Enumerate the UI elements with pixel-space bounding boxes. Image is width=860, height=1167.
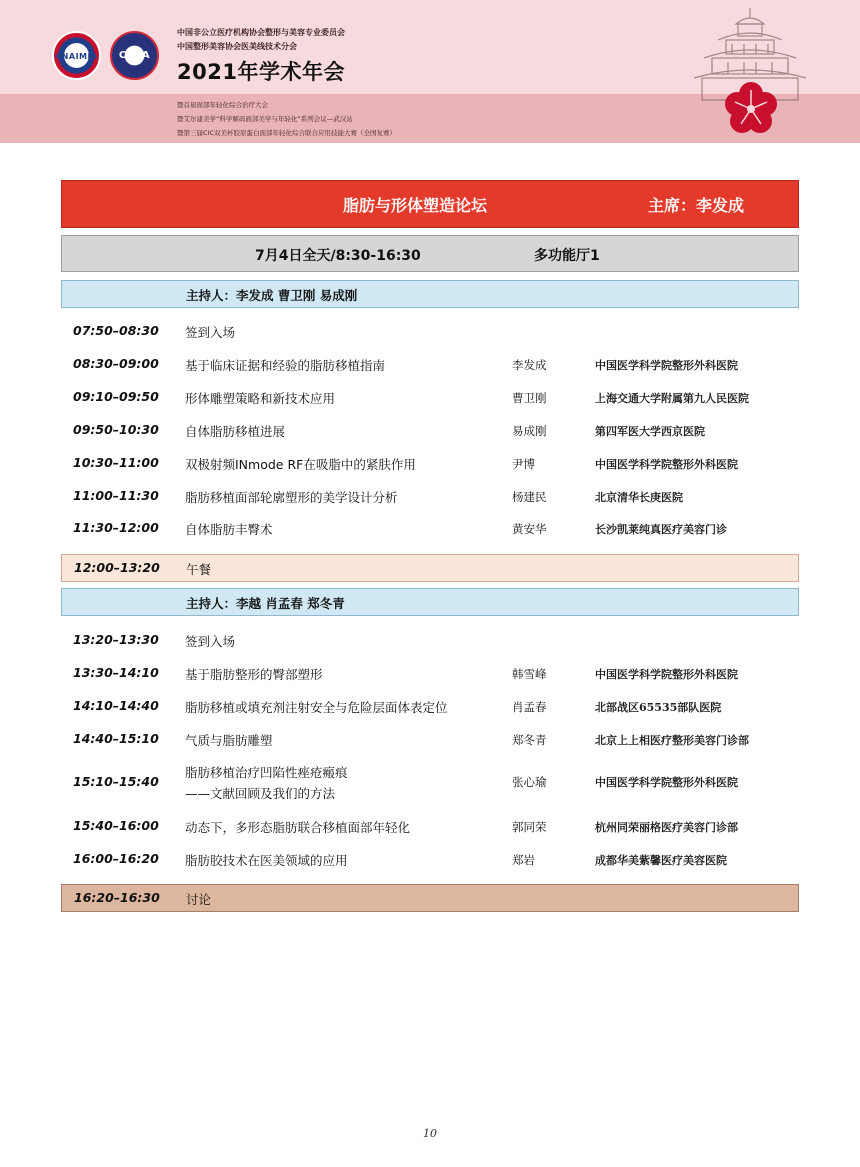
- schedule-row: [61, 815, 799, 837]
- row-speaker: 张心瑜: [512, 775, 547, 789]
- page-number: 10: [423, 1127, 437, 1140]
- schedule-row: [61, 662, 799, 684]
- row-speaker: 杨建民: [512, 490, 547, 504]
- row-time: 11:00–11:30: [73, 488, 159, 503]
- schedule-row: [61, 695, 799, 717]
- row-speaker: 李发成: [512, 358, 547, 372]
- row-topic: 脂肪移植治疗凹陷性痤疮瘢痕: [185, 765, 348, 780]
- schedule-row: [61, 728, 799, 750]
- row-topic: 气质与脂肪雕塑: [185, 733, 273, 748]
- row-institution: 长沙凯莱纯真医疗美容门诊: [595, 523, 727, 536]
- row-topic: 脂肪胶技术在医美领域的应用: [185, 853, 348, 868]
- schedule-row: [61, 386, 799, 408]
- row-institution: 成都华美紫馨医疗美容医院: [595, 854, 727, 867]
- row-institution: 中国医学科学院整形外科医院: [595, 776, 738, 789]
- association-logo-left: [52, 31, 101, 80]
- forum-title-bar: [61, 180, 799, 228]
- row-time: 14:40–15:10: [73, 731, 159, 746]
- row-time: 09:50–10:30: [73, 422, 159, 437]
- row-topic: 脂肪移植面部轮廓塑形的美学设计分析: [185, 490, 398, 505]
- row-time: 15:10–15:40: [73, 774, 159, 789]
- organizer-line-1: 中国非公立医疗机构协会整形与美容专业委员会: [177, 28, 345, 37]
- page-header: [0, 0, 860, 143]
- conference-title: 2021年学术年会: [177, 60, 345, 84]
- plum-blossom-icon: [722, 80, 780, 138]
- row-speaker: 黄安华: [512, 522, 547, 536]
- schedule-row: [61, 452, 799, 474]
- row-time: 14:10–14:40: [73, 698, 159, 713]
- row-time: 13:20–13:30: [73, 632, 159, 647]
- forum-room: 多功能厅1: [534, 248, 600, 264]
- row-speaker: 郑冬青: [512, 733, 547, 747]
- schedule-row: [61, 353, 799, 375]
- schedule-row: [61, 760, 799, 808]
- row-speaker: 易成刚: [512, 424, 547, 438]
- row-institution: 第四军医大学西京医院: [595, 425, 705, 438]
- session-2-hosts-bar: [61, 588, 799, 616]
- schedule-row: [61, 629, 799, 651]
- schedule-row: [61, 320, 799, 342]
- row-speaker: 郑岩: [512, 853, 535, 867]
- forum-date-bar: [61, 235, 799, 272]
- forum-name: 脂肪与形体塑造论坛: [343, 196, 488, 215]
- forum-date: 7月4日全天/8:30-16:30: [255, 248, 421, 264]
- row-topic: 基于临床证据和经验的脂肪移植指南: [185, 358, 386, 373]
- row-time: 13:30–14:10: [73, 665, 159, 680]
- forum-chair: 主席：李发成: [648, 196, 745, 215]
- row-institution: 中国医学科学院整形外科医院: [595, 458, 738, 471]
- row-speaker: 曹卫刚: [512, 391, 547, 405]
- schedule-row: [61, 517, 799, 539]
- row-time: 15:40–16:00: [73, 818, 159, 833]
- discussion-bar: [61, 884, 799, 912]
- row-institution: 中国医学科学院整形外科医院: [595, 668, 738, 681]
- row-time: 11:30–12:00: [73, 520, 159, 535]
- row-speaker: 肖孟春: [512, 700, 547, 714]
- lunch-time: 12:00–13:20: [74, 560, 160, 575]
- row-topic-line-2: ——文献回顾及我们的方法: [185, 786, 336, 801]
- discussion-time: 16:20–16:30: [74, 890, 160, 905]
- row-time: 10:30–11:00: [73, 455, 159, 470]
- row-topic: 形体雕塑策略和新技术应用: [185, 391, 336, 406]
- row-topic: 自体脂肪移植进展: [185, 424, 286, 439]
- session-1-hosts-bar: [61, 280, 799, 308]
- row-topic: 双极射频INmode RF在吸脂中的紧肤作用: [185, 457, 416, 472]
- row-topic: 签到入场: [185, 634, 236, 649]
- row-institution: 中国医学科学院整形外科医院: [595, 359, 738, 372]
- row-institution: 杭州同荣丽格医疗美容门诊部: [595, 821, 738, 834]
- organizer-line-2: 中国整形美容协会医美线技术分会: [177, 42, 297, 51]
- subtitle-line-2: 暨艾尔建美学“科学解码面部美学与年轻化”系列会议—武汉站: [177, 115, 353, 123]
- session-1-hosts: 主持人：李发成 曹卫刚 易成刚: [186, 288, 358, 303]
- row-time: 09:10–09:50: [73, 389, 159, 404]
- row-speaker: 郭同荣: [512, 820, 547, 834]
- row-speaker: 尹博: [512, 457, 535, 471]
- row-topic: 脂肪移植或填充剂注射安全与危险层面体表定位: [185, 700, 448, 715]
- subtitle-line-3: 暨第三届CIC双美杯胶原蛋白面部年轻化综合联合应用技能大赛（全国复赛）: [177, 129, 396, 137]
- lunch-label: 午餐: [186, 562, 212, 577]
- logo-left-text: CNAIMIA: [55, 52, 98, 61]
- association-logo-right: [110, 31, 159, 80]
- schedule-row: [61, 485, 799, 507]
- row-time: 16:00–16:20: [73, 851, 159, 866]
- lunch-break-bar: [61, 554, 799, 582]
- row-time: 08:30–09:00: [73, 356, 159, 371]
- schedule-row: [61, 419, 799, 441]
- schedule-row: [61, 848, 799, 870]
- row-topic: 动态下，多形态脂肪联合移植面部年轻化: [185, 820, 411, 835]
- row-time: 07:50–08:30: [73, 323, 159, 338]
- logo-right-text: CAPA: [118, 50, 151, 61]
- row-institution: 北京上上相医疗整形美容门诊部: [595, 734, 749, 747]
- row-institution: 北部战区65535部队医院: [595, 701, 722, 714]
- subtitle-line-1: 暨首届面部年轻化综合治疗大会: [177, 101, 268, 109]
- row-institution: 北京清华长庚医院: [595, 491, 683, 504]
- session-2-hosts: 主持人：李越 肖孟春 郑冬青: [186, 596, 345, 611]
- row-speaker: 韩雪峰: [512, 667, 547, 681]
- row-topic: 自体脂肪丰臀术: [185, 522, 273, 537]
- row-topic: 基于脂肪整形的臀部塑形: [185, 667, 323, 682]
- discussion-label: 讨论: [186, 892, 212, 907]
- row-institution: 上海交通大学附属第九人民医院: [595, 392, 749, 405]
- row-topic: 签到入场: [185, 325, 236, 340]
